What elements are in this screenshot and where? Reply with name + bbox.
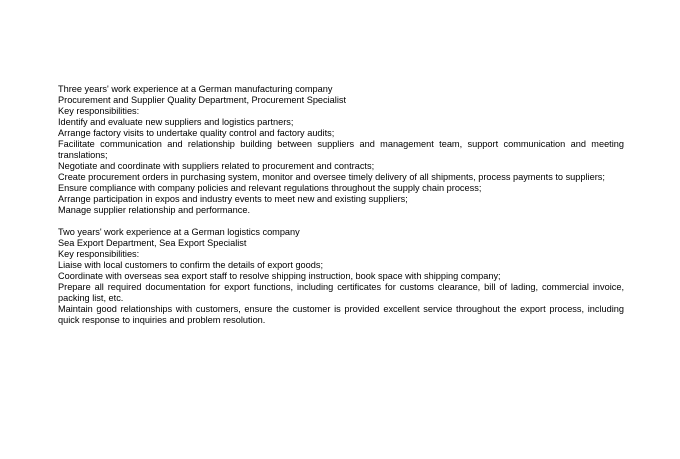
responsibility-item: Create procurement orders in purchasing system, monitor and oversee timely delivery of all shipments, process payments to suppliers; — [58, 172, 605, 182]
responsibility-item: Arrange factory visits to undertake quality control and factory audits; — [58, 128, 335, 138]
section-spacer — [58, 216, 624, 227]
job-role: Sea Export Department, Sea Export Specialist — [58, 238, 247, 248]
work-experience-text — [58, 84, 624, 326]
responsibility-item: Negotiate and coordinate with suppliers related to procurement and contracts; — [58, 161, 375, 171]
responsibility-item: Facilitate communication and relationship building between suppliers and management team, support communication and meeting translations; — [58, 139, 624, 160]
responsibility-item: Identify and evaluate new suppliers and logistics partners; — [58, 117, 294, 127]
responsibilities-label: Key responsibilities: — [58, 249, 140, 259]
responsibility-item: Ensure compliance with company policies and relevant regulations throughout the supply chain process; — [58, 183, 482, 193]
responsibility-item: Maintain good relationships with customers, ensure the customer is provided excellent service throughout the export process, including quick response to inquiries and problem resolution. — [58, 304, 624, 325]
responsibility-item: Prepare all required documentation for export functions, including certificates for customs clearance, bill of lading, commercial invoice, packing list, etc. — [58, 282, 624, 303]
responsibility-item: Manage supplier relationship and performance. — [58, 205, 251, 215]
responsibility-item: Arrange participation in expos and industry events to meet new and existing suppliers; — [58, 194, 408, 204]
responsibility-item: Liaise with local customers to confirm the details of export goods; — [58, 260, 324, 270]
section-heading: Three years' work experience at a German manufacturing company — [58, 84, 333, 94]
section-heading: Two years' work experience at a German logistics company — [58, 227, 300, 237]
experience-section-manufacturing — [58, 84, 624, 216]
responsibilities-label: Key responsibilities: — [58, 106, 140, 116]
responsibility-item: Coordinate with overseas sea export staff to resolve shipping instruction, book space with shipping company; — [58, 271, 501, 281]
job-role: Procurement and Supplier Quality Department, Procurement Specialist — [58, 95, 347, 105]
experience-section-logistics — [58, 227, 624, 326]
